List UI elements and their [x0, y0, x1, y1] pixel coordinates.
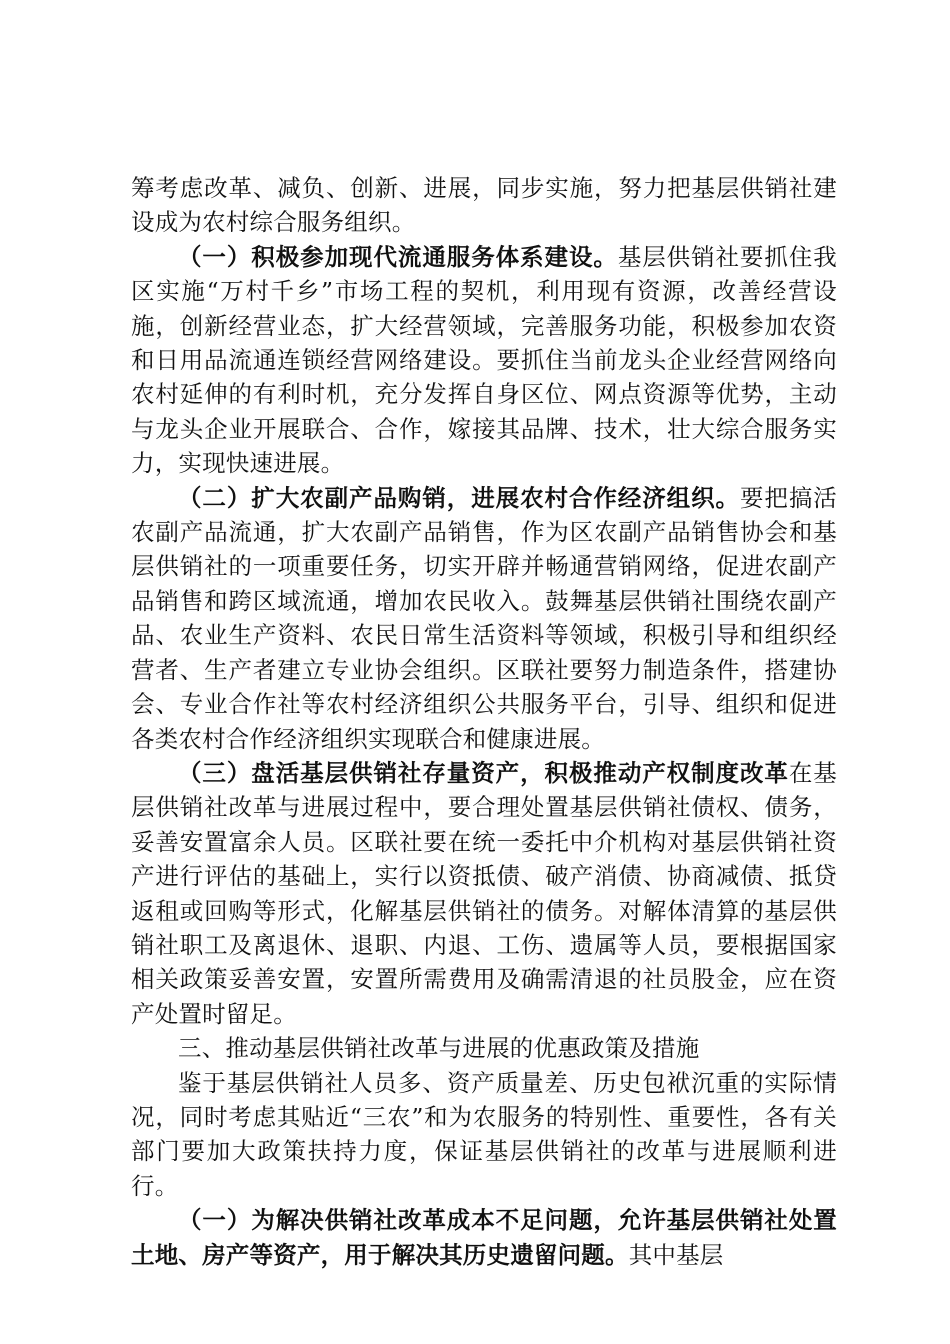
- paragraph-text: 筹考虑改革、减负、创新、进展，同步实施，努力把基层供销社建设成为农村综合服务组织。: [131, 174, 837, 237]
- paragraph-policy-1: [131, 1203, 837, 1272]
- paragraph-item-1: [131, 240, 837, 481]
- item-1-heading: （一）积极参加现代流通服务体系建设。: [178, 242, 618, 271]
- paragraph-text: 鉴于基层供销社人员多、资产质量差、历史包袱沉重的实际情况，同时考虑其贴近“三农”和为农服务的特别性、重要性，各有关部门要加大政策扶持力度，保证基层供销社的改革与进展顺利进行。: [131, 1068, 837, 1200]
- item-2-text: 要把搞活农副产品流通，扩大农副产品销售，作为区农副产品销售协会和基层供销社的一项重要任务，切实开辟并畅通营销网络，促进农副产品销售和跨区域流通，增加农民收入。鼓舞基层供销社围绕农副产品、农业生产资料、农民日常生活资料等领域，积极引导和组织经营者、生产者建立专业协会组织。区联社要努力制造条件，搭建协会、专业合作社等农村经济组织公共服务平台，引导、组织和促进各类农村合作经济组织实现联合和健康进展。: [131, 483, 837, 753]
- item-1-text: 基层供销社要抓住我区实施“万村千乡”市场工程的契机，利用现有资源，改善经营设施，创新经营业态，扩大经营领域，完善服务功能，积极参加农资和日用品流通连锁经营网络建设。要抓住当前龙头企业经营网络向农村延伸的有利时机，充分发挥自身区位、网点资源等优势，主动与龙头企业开展联合、合作，嫁接其品牌、技术，壮大综合服务实力，实现快速进展。: [131, 242, 837, 478]
- document-body: [131, 171, 837, 1272]
- section-3-title: [131, 1031, 837, 1065]
- item-3-heading: （三）盘活基层供销社存量资产，积极推动产权制度改革: [178, 758, 789, 787]
- paragraph-section-3-intro: [131, 1066, 837, 1204]
- policy-1-heading: （一）为解决供销社改革成本不足问题，允许基层供销社处置土地、房产等资产，用于解决其历史遗留问题。: [131, 1206, 837, 1269]
- item-3-text: 在基层供销社改革与进展过程中，要合理处置基层供销社债权、债务，妥善安置富余人员。区联社要在统一委托中介机构对基层供销社资产进行评估的基础上，实行以资抵债、破产消债、协商减债、抵贷返租或回购等形式，化解基层供销社的债务。对解体清算的基层供销社职工及离退休、退职、内退、工伤、遗属等人员，要根据国家相关政策妥善安置，安置所需费用及确需清退的社员股金，应在资产处置时留足。: [131, 758, 837, 1028]
- paragraph-item-3: [131, 756, 837, 1031]
- section-title-text: 三、推动基层供销社改革与进展的优惠政策及措施: [178, 1034, 700, 1063]
- policy-1-text: 其中基层: [628, 1240, 724, 1269]
- paragraph-intro-continued: [131, 171, 837, 240]
- paragraph-item-2: [131, 481, 837, 756]
- item-2-heading: （二）扩大农副产品购销，进展农村合作经济组织。: [178, 483, 740, 512]
